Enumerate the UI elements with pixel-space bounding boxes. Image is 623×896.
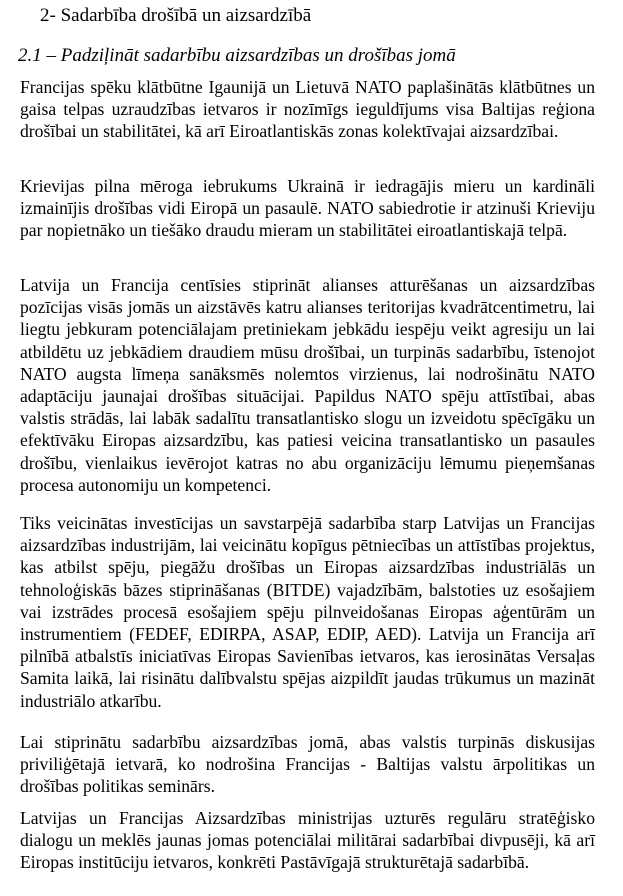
paragraph-deterrence-defence: Latvija un Francija centīsies stiprināt alianses atturēšanas un aizsardzības pozīcijas visās jomās un aizstāvēs katru alianses teritorijas kvadrātcentimetru, lai liegtu jebkuram potenciālajam pretiniekam jebkādu iespēju veikt agresiju un lai atbildētu uz jebkādiem draudiem mūsu drošībai, un turpinās sadarbību, īstenojot NATO augsta līmeņa sanāksmēs nolemtos virzienus, lai nodrošinātu NATO adaptāciju jaunajai drošības situācijai. Papildus NATO spēju attīstībai, abas valstis strādās, lai labāk sadalītu transatlantisko slogu un izveidotu spēcīgāku un efektīvāku Eiropas aizsardzību, kas patiesi veicina transatlantisko un pasaules drošību, vienlaikus ievērojot katras no abu organizāciju lēmumu pieņemšanas procesa autonomiju un kompetenci. (20, 275, 595, 495)
paragraph-strategic-dialogue: Latvijas un Francijas Aizsardzības ministrijas uzturēs regulāru stratēģisko dialogu un meklēs jaunas jomas potenciālai militārai sadarbībai divpusēji, kā arī Eiropas institūciju ietvaros, konkrēti Pastāvīgajā strukturētajā sadarbībā. (20, 808, 595, 873)
paragraph-french-presence: Francijas spēku klātbūtne Igaunijā un Lietuvā NATO paplašinātās klātbūtnes un gaisa telpas uzraudzības ietvaros ir nozīmīgs ieguldījums visa Baltijas reģiona drošībai un stabilitātei, kā arī Eiroatlantiskās zonas kolektīvajai aizsardzībai. (20, 77, 595, 142)
paragraph-defence-industry: Tiks veicinātas investīcijas un savstarpējā sadarbība starp Latvijas un Francijas aizsardzības industrijām, lai veicinātu kopīgus pētniecības un attīstības projektus, kas atbilst spēju, piegāžu drošības un Eiropas aizsardzības industriālās un tehnoloģiskās bāzes stiprināšanas (BITDE) vajadzībām, balstoties uz esošajiem vai izstrādes procesā esošajiem spēju pilnveidošanas Eiropas aģentūrām un instrumentiem (FEDEF, EDIRPA, ASAP, EDIP, AED). Latvija un Francija arī pilnībā atbalstīs iniciatīvas Eiropas Savienības ietvaros, kas ierosinātas Versaļas Samita laikā, lai risinātu dalībvalstu spējas aizpildīt jaudas trūkumus un mazināt industriālo atkarību. (20, 513, 595, 711)
subsection-heading: 2.1 – Padziļināt sadarbību aizsardzības un drošības jomā (18, 45, 456, 66)
paragraph-russian-invasion: Krievijas pilna mēroga iebrukums Ukrainā ir iedragājis mieru un kardināli izmainījis drošības vidi Eiropā un pasaulē. NATO sabiedrotie ir atzinuši Krieviju par nopietnāko un tiešāko draudu mieram un stabilitātei eiroatlantiskajā telpā. (20, 176, 595, 241)
section-heading: 2- Sadarbība drošībā un aizsardzībā (40, 5, 312, 26)
paragraph-seminar: Lai stiprinātu sadarbību aizsardzības jomā, abas valstis turpinās diskusijas priviliģētajā ietvarā, ko nodrošina Francijas - Baltijas valstu ārpolitikas un drošības politikas seminārs. (20, 732, 595, 797)
